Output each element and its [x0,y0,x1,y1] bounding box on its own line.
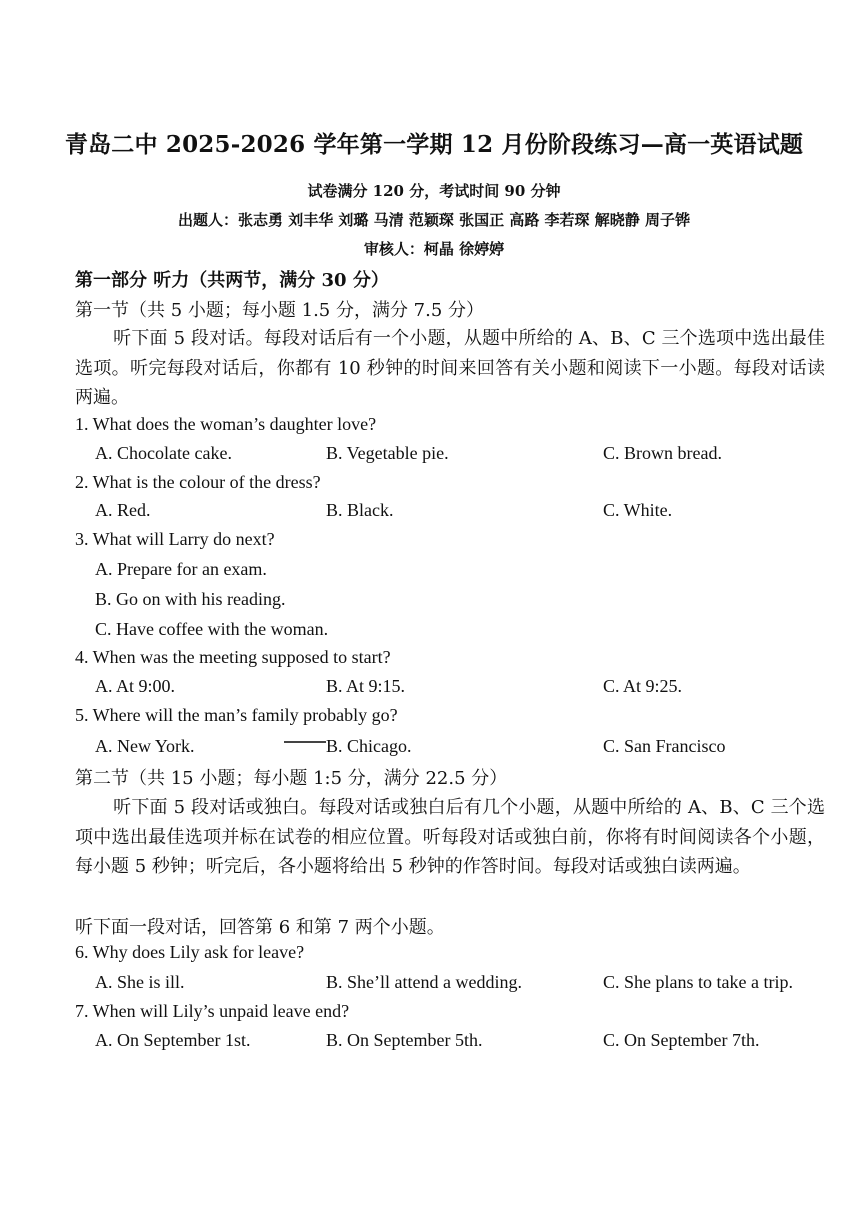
question-6: 6. Why does Lily ask for leave? [75,942,305,962]
q6-option-c: C. She plans to take a trip. [603,972,793,992]
q5-option-b: B. Chicago. [326,736,412,756]
dialogue-note: 听下面一段对话，回答第 6 和第 7 两个小题。 [75,917,445,938]
q7-option-b: B. On September 5th. [326,1030,483,1050]
q2-option-b: B. Black. [326,500,394,520]
q4-option-c: C. At 9:25. [603,676,683,696]
q1-option-b: B. Vegetable pie. [326,443,449,463]
section2-heading: 第二节（共 15 小题；每小题 1:5 分，满分 22.5 分） [75,768,508,789]
exam-authors: 出题人：张志勇 刘丰华 刘璐 马清 范颖琛 张国正 高路 李若琛 解晓静 周子铧 [177,211,690,229]
q1-option-c: C. Brown bread. [603,443,722,463]
q4-option-b: B. At 9:15. [326,676,406,696]
section1-instructions-text: 听下面 5 段对话。每段对话后有一个小题，从题中所给的 A、B、C 三个选项中选出最佳选项。听完每段对话后，你都有 10 秒钟的时间来回答有关小题和阅读下一小题。每段对话读两遍。 [75,328,825,408]
section2-instructions [75,793,825,882]
q4-option-a: A. At 9:00. [95,676,176,696]
question-3: 3. What will Larry do next? [75,529,275,549]
q3-option-b: B. Go on with his reading. [95,589,286,609]
q5-option-c: C. San Francisco [603,736,726,756]
part1-heading: 第一部分 听力（共两节，满分 30 分） [75,270,389,291]
q1-option-a: A. Chocolate cake. [95,443,232,463]
question-2: 2. What is the colour of the dress? [75,472,321,492]
exam-reviewers: 审核人：柯晶 徐婷婷 [363,240,505,258]
q2-option-c: C. White. [603,500,673,520]
question-4: 4. When was the meeting supposed to start? [75,647,391,667]
section2-instructions-text: 听下面 5 段对话或独白。每段对话或独白后有几个小题，从题中所给的 A、B、C 三个选项中选出最佳选项并标在试卷的相应位置。听每段对话或独白前，你将有时间阅读各个小题，每小题 5 秒钟；听完后，各小题将给出 5 秒钟的作答时间。每段对话或独白读两遍。 [75,797,825,877]
section1-heading: 第一节（共 5 小题；每小题 1.5 分，满分 7.5 分） [75,300,485,321]
q5-option-a: A. New York. [95,736,195,756]
question-5: 5. Where will the man’s family probably go? [75,705,398,725]
stray-pen-mark [284,741,326,743]
q3-option-c: C. Have coffee with the woman. [95,619,329,639]
q6-option-a: A. She is ill. [95,972,185,992]
q3-option-a: A. Prepare for an exam. [95,559,267,579]
q7-option-a: A. On September 1st. [95,1030,251,1050]
q2-option-a: A. Red. [95,500,151,520]
exam-title: 青岛二中 2025-2026 学年第一学期 12 月份阶段练习—高一英语试题 [64,131,804,158]
section1-instructions [75,324,825,413]
question-7: 7. When will Lily’s unpaid leave end? [75,1001,350,1021]
exam-info: 试卷满分 120 分，考试时间 90 分钟 [307,182,561,200]
question-1: 1. What does the woman’s daughter love? [75,414,377,434]
q6-option-b: B. She’ll attend a wedding. [326,972,522,992]
q7-option-c: C. On September 7th. [603,1030,760,1050]
